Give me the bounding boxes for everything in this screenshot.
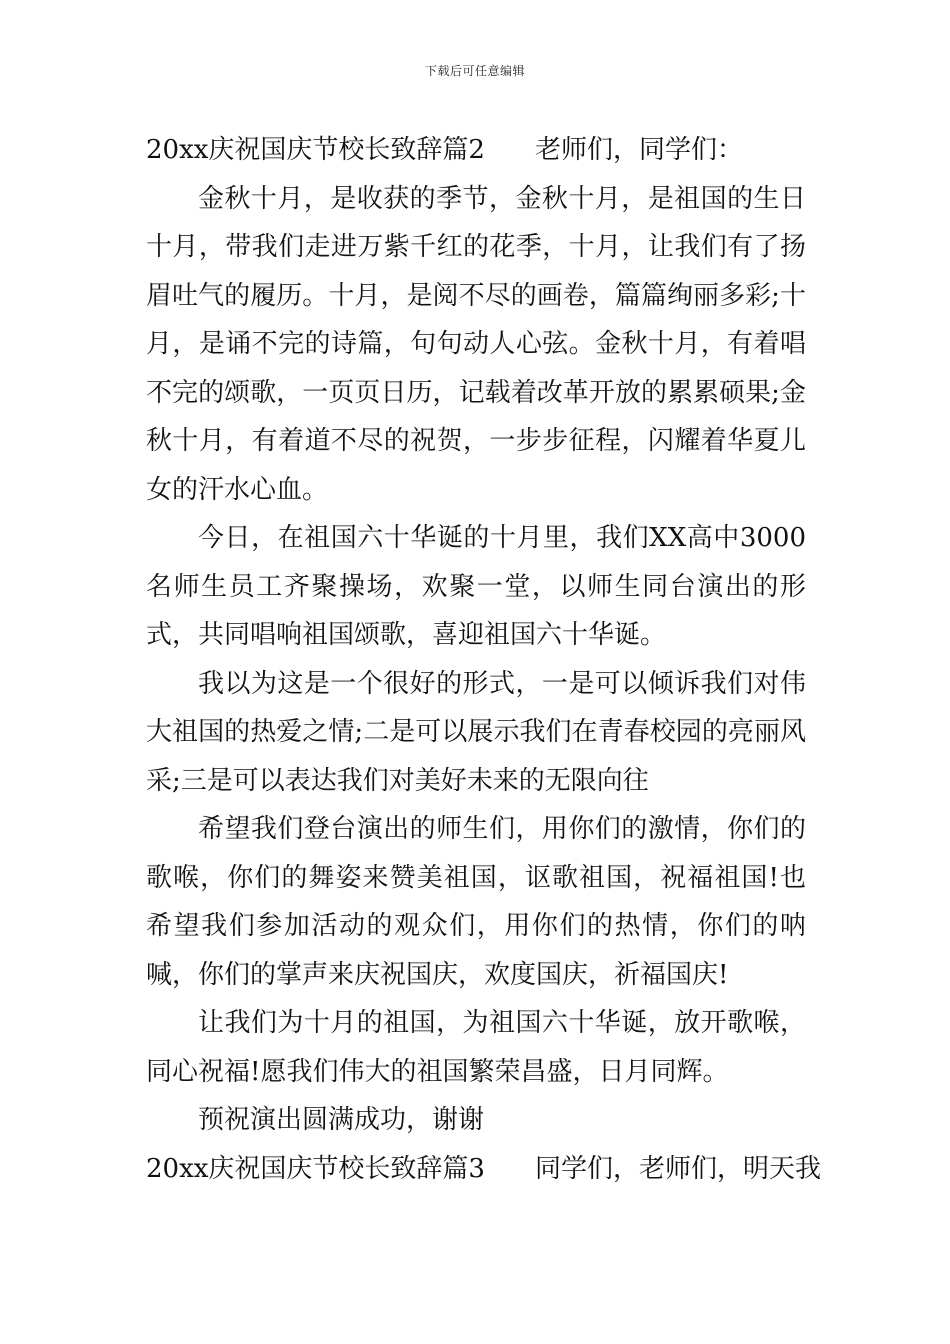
paragraph-3: 我以为这是一个很好的形式，一是可以倾诉我们对伟大祖国的热爱之情;二是可以展示我们在青春校园的亮丽风采;三是可以表达我们对美好未来的无限向往 xyxy=(146,668,806,796)
greeting-2: 老师们，同学们： xyxy=(534,135,743,165)
page-header: 下载后可任意编辑 xyxy=(424,64,525,78)
section-heading-3 xyxy=(146,1145,821,1194)
section-title-3: 20xx庆祝国庆节校长致辞篇3 xyxy=(146,1153,485,1184)
paragraph-4: 希望我们登台演出的师生们，用你们的激情，你们的歌喉，你们的舞姿来赞美祖国，讴歌祖国，祝福祖国!也希望我们参加活动的观众们，用你们的热情，你们的呐喊，你们的掌声来庆祝国庆，欢度国庆，祈福国庆! xyxy=(146,814,806,990)
paragraph-1: 金秋十月，是收获的季节，金秋十月，是祖国的生日十月，带我们走进万紫千红的花季，十月，让我们有了扬眉吐气的履历。十月，是阅不尽的画卷，篇篇绚丽多彩;十月，是诵不完的诗篇，句句动人心弦。金秋十月，有着唱不完的颂歌，一页页日历，记载着改革开放的累累硕果;金秋十月，有着道不尽的祝贺，一步步征程，闪耀着华夏儿女的汗水心血。 xyxy=(146,183,806,505)
section-heading-2 xyxy=(146,126,806,175)
paragraph-5: 让我们为十月的祖国，为祖国六十华诞，放开歌喉，同心祝福!愿我们伟大的祖国繁荣昌盛，日月同辉。 xyxy=(146,1008,806,1087)
paragraph-2: 今日，在祖国六十华诞的十月里，我们XX高中3000名师生员工齐聚操场，欢聚一堂，以师生同台演出的形式，共同唱响祖国颂歌，喜迎祖国六十华诞。 xyxy=(146,523,806,650)
paragraph-6: 预祝演出圆满成功，谢谢 xyxy=(198,1105,485,1135)
section-title-2: 20xx庆祝国庆节校长致辞篇2 xyxy=(146,135,485,165)
greeting-3: 同学们，老师们，明天我 xyxy=(534,1153,821,1184)
document-body xyxy=(146,126,821,1193)
